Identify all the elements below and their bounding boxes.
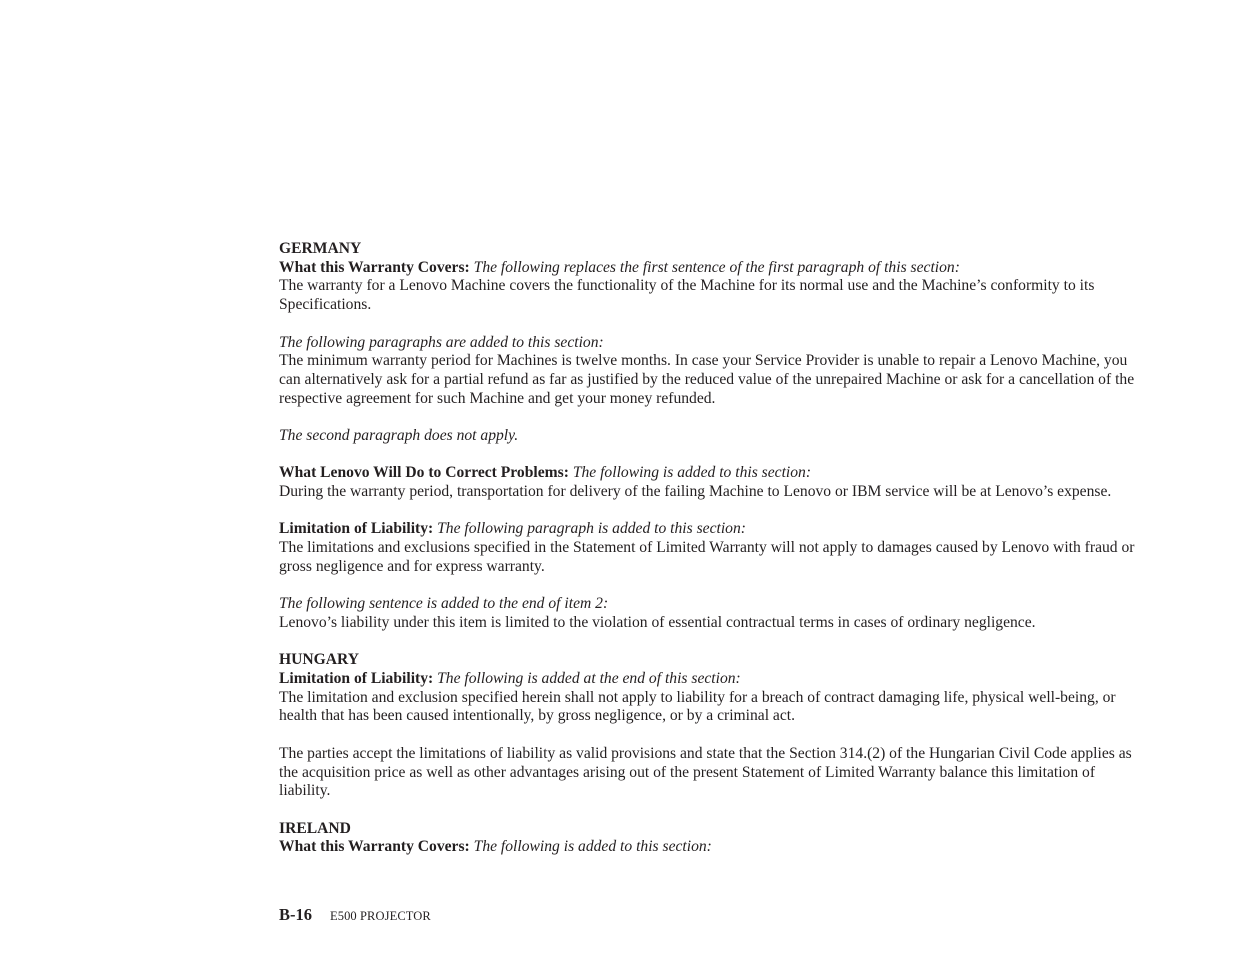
germany-covers-text: The warranty for a Lenovo Machine covers the functionality of the Machine for its normal use and the Machine’s conformity to its Specifications.	[279, 277, 1095, 314]
ireland-covers-note: The following is added to this section:	[473, 838, 712, 856]
germany-second-note: The second paragraph does not apply.	[279, 427, 519, 444]
germany-covers-label: What this Warranty Covers:	[279, 258, 470, 276]
hungary-parties-text: The parties accept the limitations of liability as valid provisions and state that the Section 314.(2) of the Hungarian Civil Code applies as the acquisition price as well as other advantages arising out of the present Statement of Limited Warranty balance this limitation of liability.	[279, 744, 1132, 800]
germany-covers-note: The following replaces the first sentence of the first paragraph of this section:	[473, 258, 960, 276]
heading-hungary: HUNGARY	[279, 651, 360, 669]
section-ireland	[279, 820, 1145, 857]
page-number: B-16	[279, 905, 312, 924]
germany-item2-text: Lenovo’s liability under this item is limited to the violation of essential contractual terms in cases of ordinary negligence.	[279, 613, 1036, 631]
section-germany	[279, 240, 1145, 651]
germany-liability-text: The limitations and exclusions specified in the Statement of Limited Warranty will not apply to damages caused by Lenovo with fraud or gross negligence and for express warranty.	[279, 539, 1135, 575]
hungary-liability-text: The limitation and exclusion specified herein shall not apply to liability for a breach of contract damaging life, physical well-being, or health that has been caused intentionally, by gross negligence, or by a criminal act.	[279, 688, 1116, 725]
germany-liability-note: The following paragraph is added to this section:	[437, 520, 746, 538]
ireland-covers-line	[279, 838, 1145, 857]
germany-liability-line	[279, 520, 1145, 539]
hungary-liability-label: Limitation of Liability:	[279, 670, 434, 688]
heading-ireland: IRELAND	[279, 819, 351, 837]
germany-problems-line	[279, 464, 1145, 483]
germany-covers-line	[279, 259, 1145, 278]
ireland-covers-label: What this Warranty Covers:	[279, 838, 470, 856]
heading-germany: GERMANY	[279, 240, 362, 257]
germany-item2-note: The following sentence is added to the end of item 2:	[279, 595, 609, 613]
germany-problems-note: The following is added to this section:	[572, 464, 812, 482]
document-body	[279, 240, 1145, 857]
page-footer	[279, 905, 431, 929]
germany-added-note: The following paragraphs are added to this section:	[279, 333, 604, 351]
germany-problems-text: During the warranty period, transportation for delivery of the failing Machine to Lenovo or IBM service will be at Lenovo’s expense.	[279, 483, 1112, 501]
germany-liability-label: Limitation of Liability:	[279, 520, 434, 538]
germany-added-text: The minimum warranty period for Machines is twelve months. In case your Service Provider is unable to repair a Lenovo Machine, you can alternatively ask for a partial refund as far as justified by the reduced value of the unrepaired Machine or ask for a cancellation of the respective agreement for such Machine and get your money refunded.	[279, 352, 1135, 407]
doc-title: E500 PROJECTOR	[330, 909, 431, 923]
hungary-liability-line	[279, 670, 1145, 689]
germany-problems-label: What Lenovo Will Do to Correct Problems:	[279, 464, 569, 482]
section-hungary	[279, 651, 1145, 819]
hungary-liability-note: The following is added at the end of this section:	[437, 670, 741, 688]
